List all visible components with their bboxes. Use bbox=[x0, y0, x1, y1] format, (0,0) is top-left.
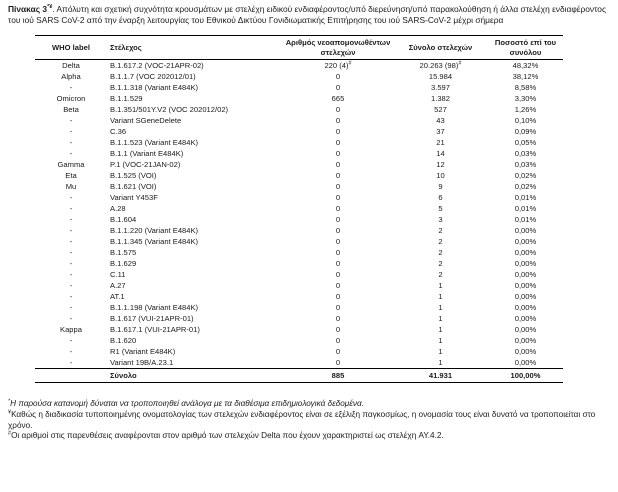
percentage-cell: 0,00% bbox=[514, 259, 537, 268]
strain-cell: B.1.620 bbox=[110, 336, 137, 345]
footnote-marker-asterisk: * bbox=[8, 398, 11, 405]
table-row bbox=[35, 203, 563, 214]
strain-cell: B.1.617.1 (VUI-21APR-01) bbox=[110, 325, 200, 334]
total-strains-cell: 1 bbox=[438, 358, 443, 367]
strain-cell: B.1.1.220 (Variant E484K) bbox=[110, 226, 199, 235]
footnotes bbox=[8, 399, 612, 442]
new-isolates-cell: 0 bbox=[335, 105, 341, 114]
table-row bbox=[35, 82, 563, 93]
total-strains-cell: 20.263 (98)# bbox=[419, 60, 462, 70]
total-strains-cell: 1 bbox=[438, 347, 443, 356]
total-strains-cell: 1.382 bbox=[430, 94, 450, 103]
table-row bbox=[35, 93, 563, 104]
percentage-cell: 1,26% bbox=[514, 105, 537, 114]
caption-footnote-marker: *¥ bbox=[47, 4, 53, 11]
strain-cell: B.1.604 bbox=[110, 215, 137, 224]
total-strains-cell: 3.597 bbox=[430, 83, 450, 92]
percentage-cell: 0,00% bbox=[514, 248, 537, 257]
table-row bbox=[35, 258, 563, 269]
total-percentage-cell: 100,00% bbox=[488, 369, 563, 383]
total-strains-cell: 9 bbox=[438, 182, 443, 191]
new-isolates-cell: 0 bbox=[335, 171, 341, 180]
table-row bbox=[35, 280, 563, 291]
total-strains-cell: 2 bbox=[438, 270, 443, 279]
who-label-cell: - bbox=[69, 248, 73, 257]
who-label-cell: - bbox=[69, 193, 73, 202]
percentage-cell: 0,02% bbox=[514, 171, 537, 180]
strain-cell: B.1.1.198 (Variant E484K) bbox=[110, 303, 199, 312]
total-strains-cell: 527 bbox=[434, 105, 447, 114]
who-label-cell: - bbox=[69, 281, 73, 290]
strain-cell: Variant SGeneDelete bbox=[110, 116, 182, 125]
table-row bbox=[35, 60, 563, 72]
who-label-cell: Eta bbox=[65, 171, 77, 180]
strain-cell: Variant 19B/A.23.1 bbox=[110, 358, 174, 367]
strain-cell: B.1.629 bbox=[110, 259, 137, 268]
who-label-cell: Omicron bbox=[56, 94, 86, 103]
strain-cell: B.1.351/501Y.V2 (VOC 202012/02) bbox=[110, 105, 229, 114]
total-strains-cell: 1 bbox=[438, 336, 443, 345]
variants-table bbox=[35, 35, 563, 383]
who-label-cell: - bbox=[69, 292, 73, 301]
table-row bbox=[35, 137, 563, 148]
total-strains-cell: 15.984 bbox=[428, 72, 453, 81]
new-isolates-cell: 0 bbox=[335, 347, 341, 356]
total-strains-cell: 1 bbox=[438, 303, 443, 312]
table-caption bbox=[8, 4, 610, 25]
new-isolates-cell: 0 bbox=[335, 270, 341, 279]
table-body bbox=[35, 60, 563, 369]
strain-cell: B.1.1.318 (Variant E484K) bbox=[110, 83, 199, 92]
new-isolates-cell: 0 bbox=[335, 215, 341, 224]
new-isolates-cell: 0 bbox=[335, 259, 341, 268]
new-isolates-cell: 0 bbox=[335, 226, 341, 235]
strain-cell: B.1.525 (VOI) bbox=[110, 171, 157, 180]
total-strains-cell: 14 bbox=[436, 149, 445, 158]
who-label-cell: - bbox=[69, 303, 73, 312]
percentage-cell: 0,02% bbox=[514, 182, 537, 191]
strain-cell: A.28 bbox=[110, 204, 126, 213]
table-row bbox=[35, 225, 563, 236]
percentage-cell: 0,10% bbox=[514, 116, 537, 125]
table-row bbox=[35, 236, 563, 247]
percentage-cell: 0,05% bbox=[514, 138, 537, 147]
total-who-cell bbox=[35, 369, 107, 383]
new-isolates-cell: 0 bbox=[335, 204, 341, 213]
who-label-cell: Mu bbox=[65, 182, 77, 191]
strain-cell: B.1.617.2 (VOC-21APR-02) bbox=[110, 61, 204, 70]
new-isolates-cell: 0 bbox=[335, 325, 341, 334]
who-label-cell: - bbox=[69, 138, 73, 147]
strain-cell: B.1.1.523 (Variant E484K) bbox=[110, 138, 199, 147]
new-isolates-cell: 0 bbox=[335, 116, 341, 125]
strain-cell: C.36 bbox=[110, 127, 127, 136]
strain-cell: B.1.1 (Variant E484K) bbox=[110, 149, 184, 158]
new-isolates-cell: 0 bbox=[335, 138, 341, 147]
table-row bbox=[35, 313, 563, 324]
header-who-label: WHO label bbox=[35, 36, 107, 60]
new-isolates-cell: 0 bbox=[335, 160, 341, 169]
new-isolates-cell: 0 bbox=[335, 314, 341, 323]
who-label-cell: - bbox=[69, 83, 73, 92]
percentage-cell: 0,09% bbox=[514, 127, 537, 136]
total-strains-cell: 1 bbox=[438, 292, 443, 301]
new-isolates-cell: 0 bbox=[335, 336, 341, 345]
total-strains-cell: 41.931 bbox=[393, 369, 488, 383]
header-row bbox=[35, 36, 563, 60]
new-isolates-cell: 0 bbox=[335, 248, 341, 257]
table-row bbox=[35, 159, 563, 170]
who-label-cell: - bbox=[69, 116, 73, 125]
strain-cell: B.1.621 (VOI) bbox=[110, 182, 157, 191]
new-isolates-cell: 0 bbox=[335, 303, 341, 312]
percentage-cell: 0,03% bbox=[514, 149, 537, 158]
percentage-cell: 48,32% bbox=[512, 61, 539, 70]
strain-cell: B.1.1.345 (Variant E484K) bbox=[110, 237, 199, 246]
footnote-nomenclature: ¥Καθώς η διαδικασία τυποποιημένης ονοματολογίας των στελεχών ενδιαφέροντος είναι σε εξέλιξη παγκοσμίως, η ονομασία τους είναι δυνατό να τροποποιείται στο χρόνο. bbox=[8, 409, 596, 430]
percentage-cell: 3,30% bbox=[514, 94, 537, 103]
total-new-isolates-cell: 885 bbox=[283, 369, 393, 383]
total-strains-cell: 2 bbox=[438, 226, 443, 235]
who-label-cell: - bbox=[69, 336, 73, 345]
total-strains-cell: 2 bbox=[438, 237, 443, 246]
total-strains-cell: 21 bbox=[436, 138, 445, 147]
cell-footnote-marker: # bbox=[348, 60, 352, 67]
table-row bbox=[35, 192, 563, 203]
strain-cell: A.27 bbox=[110, 281, 126, 290]
total-label-cell: Σύνολο bbox=[107, 369, 283, 383]
new-isolates-cell: 0 bbox=[335, 281, 341, 290]
who-label-cell: - bbox=[69, 259, 73, 268]
new-isolates-cell: 0 bbox=[335, 292, 341, 301]
strain-cell: C.11 bbox=[110, 270, 126, 279]
who-label-cell: - bbox=[69, 237, 73, 246]
table-row bbox=[35, 115, 563, 126]
percentage-cell: 0,00% bbox=[514, 281, 537, 290]
percentage-cell: 0,00% bbox=[514, 237, 537, 246]
percentage-cell: 0,00% bbox=[514, 314, 537, 323]
total-row bbox=[35, 369, 563, 383]
who-label-cell: - bbox=[69, 270, 73, 279]
percentage-cell: 0,01% bbox=[514, 193, 537, 202]
table-row bbox=[35, 346, 563, 357]
who-label-cell: - bbox=[69, 314, 73, 323]
percentage-cell: 0,01% bbox=[514, 215, 537, 224]
table-footer bbox=[35, 369, 563, 383]
who-label-cell: - bbox=[69, 226, 73, 235]
new-isolates-cell: 0 bbox=[335, 237, 341, 246]
percentage-cell: 0,00% bbox=[514, 336, 537, 345]
table-row bbox=[35, 302, 563, 313]
strain-cell: B.1.575 bbox=[110, 248, 137, 257]
percentage-cell: 0,00% bbox=[514, 347, 537, 356]
percentage-cell: 0,01% bbox=[514, 204, 537, 213]
header-total-strains: Σύνολο στελεχών bbox=[393, 36, 488, 60]
total-strains-cell: 1 bbox=[438, 314, 443, 323]
percentage-cell: 0,00% bbox=[514, 226, 537, 235]
table-row bbox=[35, 170, 563, 181]
percentage-cell: 0,03% bbox=[514, 160, 537, 169]
who-label-cell: - bbox=[69, 358, 73, 367]
footnote-distribution: *Η παρούσα κατανομή δύναται να τροποποιηθεί ανάλογα με τα διαθέσιμα επιδημιολογικά δεδομένα. bbox=[8, 398, 364, 408]
strain-cell: B.1.1.7 (VOC 202012/01) bbox=[110, 72, 196, 81]
table-row bbox=[35, 335, 563, 346]
footnote-marker-yen: ¥ bbox=[8, 409, 12, 416]
table-header bbox=[35, 36, 563, 60]
header-new-isolates: Αριθμός νεοαπομονωθέντων στελεχών bbox=[283, 36, 393, 60]
who-label-cell: - bbox=[69, 149, 73, 158]
total-strains-cell: 3 bbox=[438, 215, 443, 224]
new-isolates-cell: 0 bbox=[335, 149, 341, 158]
who-label-cell: - bbox=[69, 347, 73, 356]
new-isolates-cell: 0 bbox=[335, 193, 341, 202]
strain-cell: R1 (Variant E484K) bbox=[110, 347, 176, 356]
percentage-cell: 0,00% bbox=[514, 270, 537, 279]
strain-cell: B.1.1.529 bbox=[110, 94, 143, 103]
total-strains-cell: 2 bbox=[438, 248, 443, 257]
new-isolates-cell: 0 bbox=[335, 72, 341, 81]
table-row bbox=[35, 269, 563, 280]
strain-cell: P.1 (VOC-21JAN-02) bbox=[110, 160, 181, 169]
strain-cell: AT.1 bbox=[110, 292, 125, 301]
table-caption-text: . Απόλυτη και σχετική συχνότητα κρουσμάτων με στελέχη ειδικού ενδιαφέροντος/υπό διερεύνηση/υπό παρακολούθηση ή άλλα στελέχη ενδιαφέροντος του ιού SARS CoV-2 από την έναρξη λειτουργίας του Εθνικού Δικτύου Γονιδιωματικής Επιτήρησης του ιού SARS-CoV-2 μέχρι σήμερα bbox=[8, 4, 607, 25]
total-strains-cell: 6 bbox=[438, 193, 443, 202]
table-row bbox=[35, 104, 563, 115]
who-label-cell: - bbox=[69, 215, 73, 224]
percentage-cell: 0,00% bbox=[514, 292, 537, 301]
percentage-cell: 0,00% bbox=[514, 303, 537, 312]
new-isolates-cell: 665 bbox=[331, 94, 345, 103]
percentage-cell: 8,58% bbox=[514, 83, 537, 92]
total-strains-cell: 37 bbox=[436, 127, 445, 136]
table-row bbox=[35, 324, 563, 335]
new-isolates-cell: 0 bbox=[335, 83, 341, 92]
who-label-cell: Alpha bbox=[61, 72, 81, 81]
strain-cell: Variant Y453F bbox=[110, 193, 158, 202]
header-percentage: Ποσοστό επί του συνόλου bbox=[488, 36, 563, 60]
header-strain: Στέλεχος bbox=[107, 36, 283, 60]
cell-footnote-marker: # bbox=[458, 60, 462, 67]
total-strains-cell: 1 bbox=[438, 325, 443, 334]
who-label-cell: Beta bbox=[63, 105, 79, 114]
percentage-cell: 38,12% bbox=[512, 72, 539, 81]
new-isolates-cell: 0 bbox=[335, 127, 341, 136]
who-label-cell: - bbox=[69, 127, 73, 136]
table-row bbox=[35, 214, 563, 225]
percentage-cell: 0,00% bbox=[514, 325, 537, 334]
new-isolates-cell: 0 bbox=[335, 182, 341, 191]
who-label-cell: - bbox=[69, 204, 73, 213]
table-row bbox=[35, 71, 563, 82]
footnote-marker-hash: # bbox=[8, 430, 12, 437]
new-isolates-cell: 220 (4)# bbox=[324, 60, 352, 70]
table-row bbox=[35, 181, 563, 192]
strain-cell: B.1.617 (VUI-21APR-01) bbox=[110, 314, 194, 323]
table-row bbox=[35, 247, 563, 258]
new-isolates-cell: 0 bbox=[335, 358, 341, 367]
total-strains-cell: 5 bbox=[438, 204, 443, 213]
table-row bbox=[35, 148, 563, 159]
total-strains-cell: 10 bbox=[436, 171, 445, 180]
percentage-cell: 0,00% bbox=[514, 358, 537, 367]
table-row bbox=[35, 357, 563, 369]
who-label-cell: Kappa bbox=[60, 325, 82, 334]
total-strains-cell: 12 bbox=[436, 160, 445, 169]
who-label-cell: Delta bbox=[62, 61, 80, 70]
total-strains-cell: 2 bbox=[438, 259, 443, 268]
total-strains-cell: 1 bbox=[438, 281, 443, 290]
footnote-parentheses: #Οι αριθμοί στις παρενθέσεις αναφέρονται στον αριθμό των στελεχών Delta που έχουν χαρακτηριστεί ως στελέχη AY.4.2. bbox=[8, 430, 444, 441]
table-row bbox=[35, 291, 563, 302]
who-label-cell: Gamma bbox=[57, 160, 85, 169]
table-row bbox=[35, 126, 563, 137]
table-caption-number: Πίνακας 3*¥ bbox=[8, 4, 53, 14]
total-strains-cell: 43 bbox=[436, 116, 445, 125]
